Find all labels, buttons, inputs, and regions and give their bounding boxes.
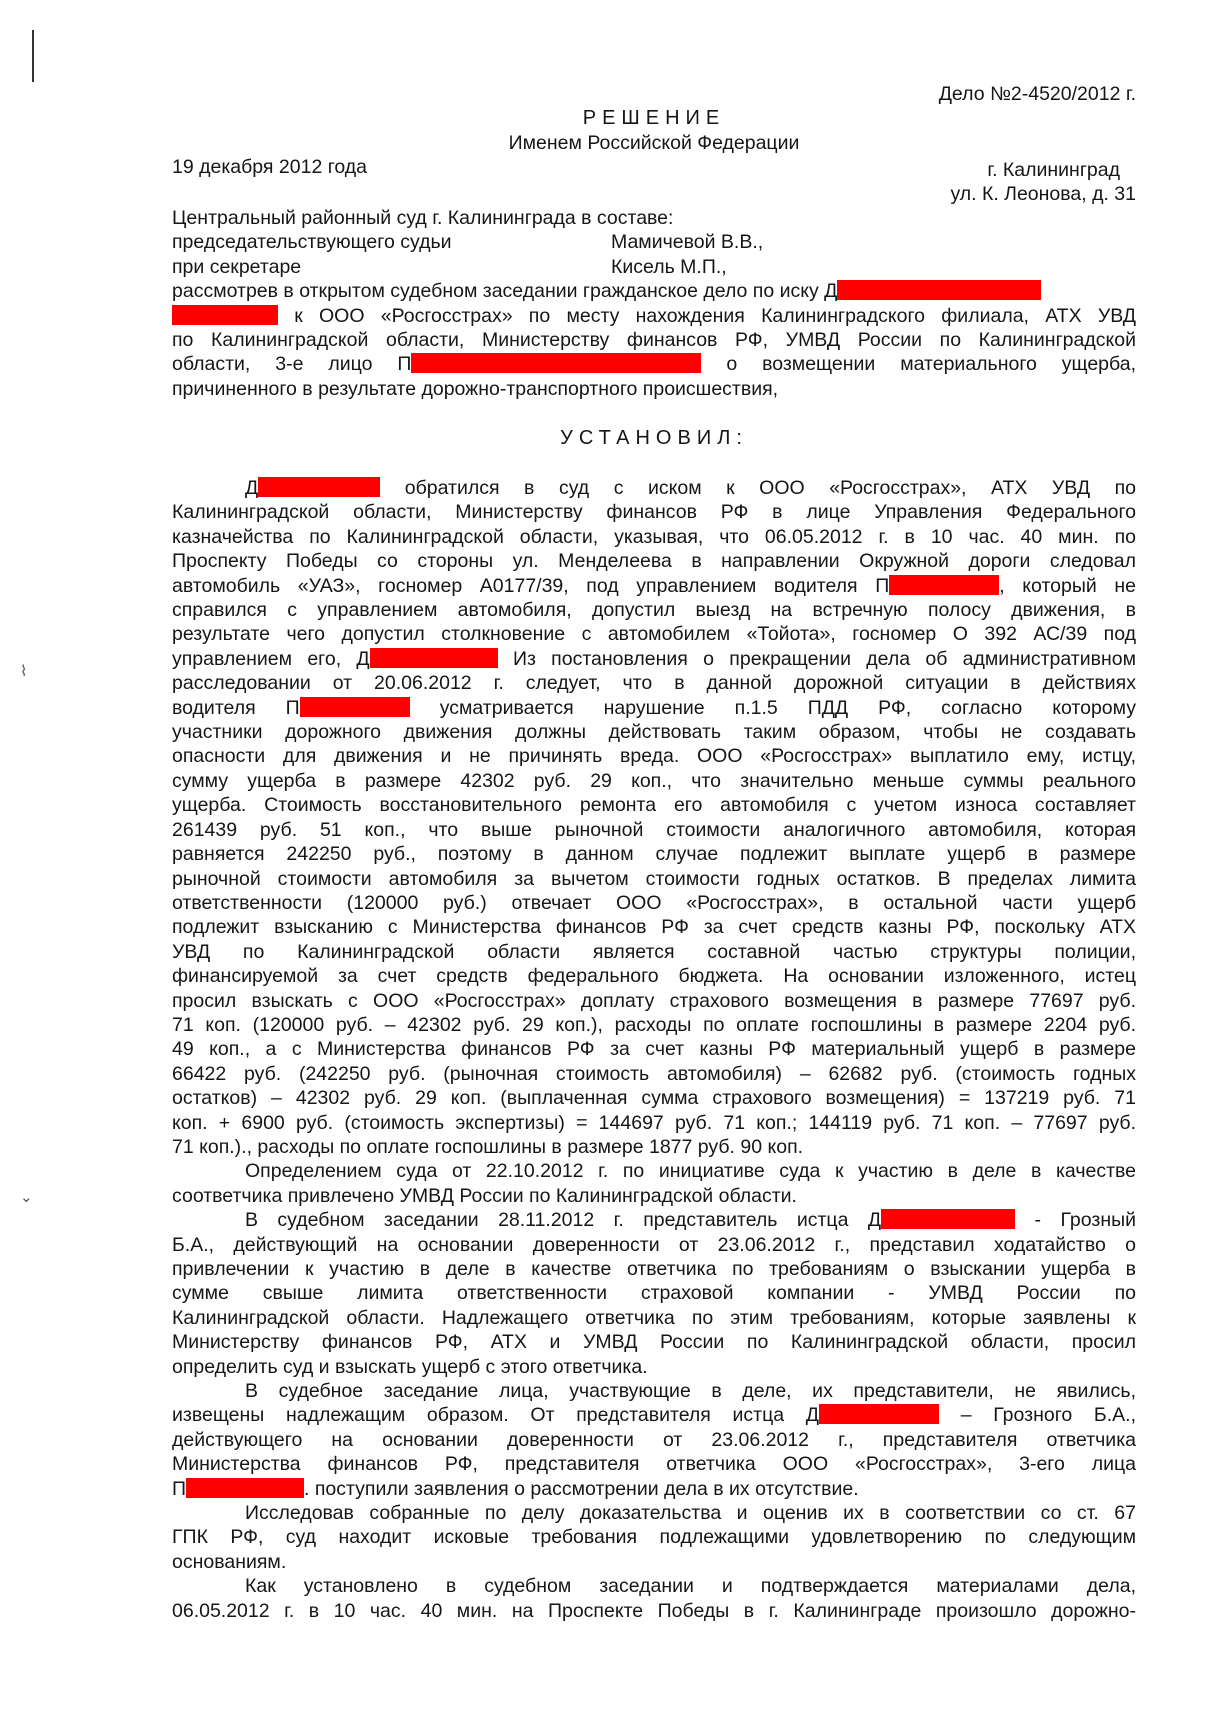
- redaction-bar: [186, 1478, 304, 1498]
- judge-label: председательствующего судьи: [172, 231, 452, 254]
- decision-subtitle: Именем Российской Федерации: [508, 132, 800, 154]
- text-line: казначейства по Калининградской области, указывая, что 06.05.2012 г. в 10 час. 40 мин. по: [172, 525, 1136, 548]
- scan-margin-mark: ⌄: [20, 1189, 33, 1206]
- case-line: рассмотрев в открытом судебном заседании гражданское дело по иску Д: [172, 279, 1136, 303]
- paragraph-co-defendant: [172, 1159, 1136, 1208]
- text-line: 06.05.2012 г. в 10 час. 40 мин. на Проспекте Победы в г. Калининграде произошло дорожно-: [172, 1599, 1136, 1622]
- text-line: коп. + 6900 руб. (стоимость экспертизы) = 144697 руб. 71 коп.; 144119 руб. 71 коп. – 77697 руб.: [172, 1111, 1136, 1134]
- text-line: просил взыскать с ООО «Росгосстрах» доплату страхового возмещения в размере 77697 руб.: [172, 989, 1136, 1012]
- text-line: В судебном заседании 28.11.2012 г. представитель истца Д - Грозный: [245, 1209, 1136, 1232]
- text-line: основаниям.: [172, 1550, 287, 1573]
- text-line: опасности для движения и не причинять вреда. ООО «Росгосстрах» выплатило ему, истцу,: [172, 745, 1136, 768]
- text-line: П . поступили заявления о рассмотрении дела в их отсутствие.: [172, 1477, 859, 1500]
- redaction-bar: [258, 477, 380, 497]
- text-line: Калининградской области, Министерству финансов РФ в лице Управления Федерального: [172, 501, 1136, 524]
- redaction-bar: [411, 353, 701, 373]
- text-line: Министерства финансов РФ, представителя ответчика ООО «Росгосстрах», 3-его лица: [172, 1453, 1136, 1476]
- redaction-bar: [837, 280, 1041, 300]
- paragraph-findings: [172, 1574, 1136, 1623]
- paragraph-absence: [172, 1379, 1136, 1501]
- established-heading: УСТАНОВИЛ:: [560, 427, 748, 449]
- text-line: участники дорожного движения должны действовать таким образом, чтобы не создавать: [172, 721, 1136, 744]
- text-line: автомобиль «УАЗ», госномер А0177/39, под управлением водителя П , который не: [172, 574, 1136, 597]
- text-line: подлежит взысканию с Министерства финансов РФ за счет средств казны РФ, поскольку АТХ: [172, 916, 1136, 939]
- redaction-bar: [300, 697, 410, 717]
- text-line: Министерству финансов РФ, АТХ и УМВД России по Калининградской области, просил: [172, 1331, 1136, 1354]
- court-composition: [172, 206, 1136, 401]
- text-line: 71 коп. (120000 руб. – 42302 руб. 29 коп.), расходы по оплате госпошлины в размере 2204 руб.: [172, 1013, 1136, 1036]
- composition-line: Центральный районный суд г. Калининграда в составе:: [172, 207, 674, 229]
- secretary-name: Кисель М.П.,: [611, 255, 727, 278]
- text-line: привлечении к участию в деле в качестве ответчика по требованиям о взыскании ущерба в: [172, 1258, 1136, 1280]
- text-line: Проспекту Победы со стороны ул. Менделеева в направлении Окружной дороги следовал: [172, 550, 1136, 573]
- text-line: финансируемой за счет средств федерального бюджета. На основании изложенного, истец: [172, 965, 1136, 988]
- text-line: водителя П усматривается нарушение п.1.5 ПДД РФ, согласно которому: [172, 696, 1137, 719]
- case-line: по Калининградской области, Министерству финансов РФ, УМВД России по Калининградской: [172, 329, 1136, 352]
- case-line: причиненного в результате дорожно-транспортного происшествия,: [172, 377, 779, 400]
- decision-date: 19 декабря 2012 года: [172, 156, 368, 178]
- text-line: Определением суда от 22.10.2012 г. по инициативе суда к участию в деле в качестве: [245, 1160, 1136, 1183]
- text-line: действующего на основании доверенности от 23.06.2012 г., представителя ответчика: [172, 1428, 1136, 1451]
- text-line: справился с управлением автомобиля, допустил выезд на встречную полосу движения, в: [172, 599, 1136, 622]
- decision-body: [172, 476, 1136, 1623]
- text-line: ответственности (120000 руб.) отвечает ООО «Росгосстрах», в остальной части ущерб: [172, 891, 1136, 914]
- court-address: ул. К. Леонова, д. 31: [950, 183, 1136, 205]
- secretary-row: [172, 255, 1136, 279]
- redaction-bar: [172, 305, 278, 325]
- text-line: управлением его, Д Из постановления о прекращении дела об административном: [172, 647, 1137, 670]
- text-line: остатков) – 42302 руб. 29 коп. (выплаченная сумма страхового возмещения) = 137219 руб. 71: [172, 1087, 1136, 1110]
- text-line: ущерба. Стоимость восстановительного ремонта его автомобиля с учетом износа составляет: [172, 794, 1136, 817]
- judge-row: [172, 230, 1136, 254]
- text-line: В судебное заседание лица, участвующие в деле, их представители, не явились,: [245, 1380, 1136, 1403]
- text-line: определить суд и взыскать ущерб с этого ответчика.: [172, 1355, 648, 1378]
- text-line: рыночной стоимости автомобиля за вычетом стоимости годных остатков. В пределах лимита: [172, 867, 1136, 890]
- paragraph-hearing: [172, 1208, 1136, 1379]
- text-line: 261439 руб. 51 коп., что выше рыночной стоимости аналогичного автомобиля, которая: [172, 818, 1136, 841]
- text-line: Б.А., действующий на основании доверенности от 23.06.2012 г., представил ходатайство о: [172, 1233, 1136, 1256]
- text-line: Как установлено в судебном заседании и подтверждается материалами дела,: [245, 1575, 1136, 1598]
- scan-margin-mark: ⌇: [20, 663, 28, 680]
- text-line: ГПК РФ, суд находит исковые требования подлежащими удовлетворению по следующим: [172, 1526, 1136, 1549]
- text-line: сумме свыше лимита ответственности страховой компании - УМВД России по: [172, 1282, 1136, 1305]
- text-line: равняется 242250 руб., поэтому в данном случае подлежит выплате ущерб в размере: [172, 843, 1136, 866]
- text-line: извещены надлежащим образом. От представителя истца Д – Грозного Б.А.,: [172, 1404, 1136, 1427]
- secretary-label: при секретаре: [172, 255, 302, 278]
- text-line: 71 коп.)., расходы по оплате госпошлины в размере 1877 руб. 90 коп.: [172, 1135, 804, 1158]
- text-line: сумму ущерба в размере 42302 руб. 29 коп., что значительно меньше суммы реального: [172, 769, 1136, 792]
- redaction-bar: [881, 1209, 1015, 1229]
- text-line: УВД по Калининградской области является составной частью структуры полиции,: [172, 940, 1136, 963]
- scan-edge-mark: [32, 30, 34, 82]
- redaction-bar: [889, 575, 999, 595]
- redaction-bar: [370, 648, 498, 668]
- text-line: результате чего допустил столкновение с автомобилем «Тойота», госномер О 392 АС/39 под: [172, 623, 1136, 646]
- redaction-bar: [819, 1404, 939, 1424]
- text-line: расследовании от 20.06.2012 г. следует, что в данной дорожной ситуации в действиях: [172, 672, 1136, 695]
- text-line: Исследовав собранные по делу доказательства и оценив их в соответствии со ст. 67: [245, 1502, 1136, 1525]
- text-line: Калининградской области. Надлежащего ответчика по этим требованиям, которые заявлены к: [172, 1306, 1136, 1329]
- court-city: г. Калининград: [987, 159, 1120, 181]
- paragraph-claim: [172, 476, 1136, 1159]
- text-line: 49 коп., а с Министерства финансов РФ за счет казны РФ материальный ущерб в размере: [172, 1038, 1136, 1061]
- text-line: соответчика привлечено УМВД России по Калининградской области.: [172, 1184, 797, 1207]
- case-line: к ООО «Росгосстрах» по месту нахождения Калининградского филиала, АТХ УВД: [172, 304, 1136, 328]
- decision-title: РЕШЕНИЕ: [582, 107, 726, 129]
- text-line: Д обратился в суд с иском к ООО «Росгосстрах», АТХ УВД по: [245, 477, 1136, 499]
- paragraph-evaluation: [172, 1501, 1136, 1574]
- text-line: 66422 руб. (242250 руб. (рыночная стоимость автомобиля) – 62682 руб. (стоимость годных: [172, 1062, 1136, 1085]
- case-number: Дело №2-4520/2012 г.: [938, 83, 1136, 105]
- judge-name: Мамичевой В.В.,: [611, 231, 764, 254]
- case-line: области, 3-е лицо П о возмещении материального ущерба,: [172, 353, 1137, 376]
